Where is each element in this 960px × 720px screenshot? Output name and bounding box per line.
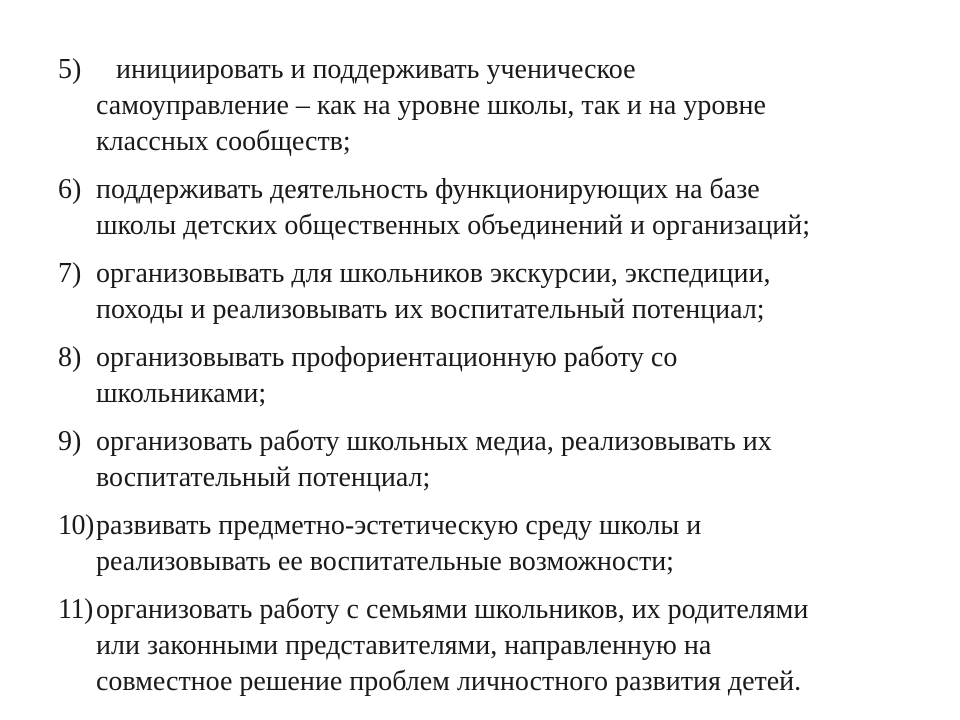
item-line: организовать работу с семьями школьников, их родителями bbox=[96, 594, 809, 625]
item-line: или законными представителями, направленную на bbox=[96, 630, 712, 661]
item-number: 8) bbox=[58, 342, 82, 373]
item-line: организовывать профориентационную работу со bbox=[96, 342, 678, 373]
item-line: поддерживать деятельность функционирующих на базе bbox=[96, 174, 760, 205]
item-line: самоуправление – как на уровне школы, так и на уровне bbox=[96, 90, 766, 121]
item-line: школы детских общественных объединений и организаций; bbox=[96, 210, 811, 241]
item-line: воспитательный потенциал; bbox=[96, 462, 431, 493]
item-line: развивать предметно-эстетическую среду школы и bbox=[96, 510, 702, 541]
item-number: 7) bbox=[58, 258, 82, 289]
item-line: реализовывать ее воспитательные возможности; bbox=[96, 546, 674, 577]
item-line: организовать работу школьных медиа, реализовывать их bbox=[96, 426, 772, 457]
list-item bbox=[58, 52, 918, 160]
item-number: 5) bbox=[58, 54, 82, 85]
task-list bbox=[58, 52, 918, 712]
list-item bbox=[58, 424, 918, 496]
item-line: совместное решение проблем личностного развития детей. bbox=[96, 666, 802, 697]
item-line: походы и реализовывать их воспитательный потенциал; bbox=[96, 294, 765, 325]
item-line: школьниками; bbox=[96, 378, 267, 409]
item-number: 11) bbox=[58, 594, 93, 625]
item-line: организовывать для школьников экскурсии, экспедиции, bbox=[96, 258, 771, 289]
item-number: 6) bbox=[58, 174, 82, 205]
item-line: классных сообществ; bbox=[96, 126, 351, 157]
item-number: 9) bbox=[58, 426, 82, 457]
item-line: инициировать и поддерживать ученическое bbox=[116, 54, 636, 85]
item-number: 10) bbox=[58, 510, 94, 541]
list-item bbox=[58, 340, 918, 412]
list-item bbox=[58, 256, 918, 328]
list-item bbox=[58, 508, 918, 580]
list-item bbox=[58, 592, 918, 700]
list-item bbox=[58, 172, 918, 244]
